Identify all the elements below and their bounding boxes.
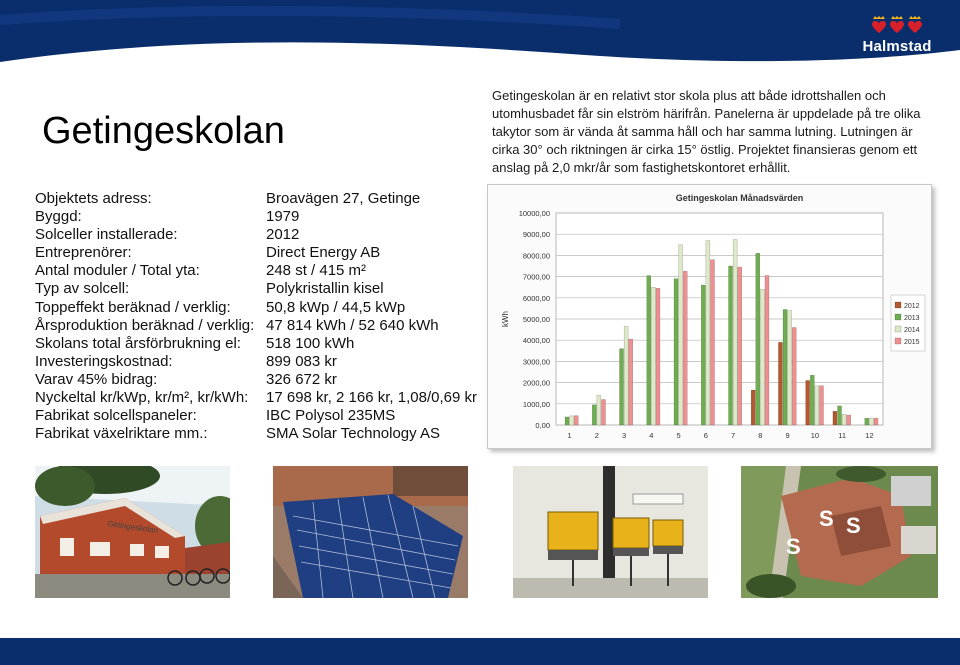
fact-row <box>35 389 477 407</box>
footer-band <box>0 638 960 665</box>
fact-row <box>35 335 477 353</box>
y-tick-label: 5000,00 <box>522 315 550 324</box>
inverters-photo <box>513 466 708 598</box>
legend-swatch-2013 <box>895 314 901 320</box>
map-marker-s-2: S <box>846 513 861 538</box>
fact-label: Byggd: <box>35 208 82 226</box>
legend-label-2012: 2012 <box>904 303 920 310</box>
bar-2013-12 <box>865 418 869 425</box>
bar-2013-1 <box>565 417 569 425</box>
project-description: Getingeskolan är en relativt stor skola plus att både idrottshallen och utomhusbadet får sin elström härifrån. Panelerna är uppdelade på tre olika takytor som är vända åt samma håll och har samma lutning. Lutningen är cirka 30° och riktningen är cirka 15° östlig. Projektet finansieras genom ett anslag på 2,0 mkr/år som fastighetskontoret erhållit. <box>492 88 921 175</box>
fact-row <box>35 425 477 443</box>
bar-2014-8 <box>760 289 764 425</box>
bar-2014-1 <box>570 416 574 425</box>
bar-2015-10 <box>819 386 823 425</box>
fact-label: Typ av solcell: <box>35 280 130 298</box>
fact-row <box>35 407 477 425</box>
fact-row <box>35 280 477 298</box>
x-tick-label: 8 <box>758 431 763 440</box>
y-tick-label: 0,00 <box>535 421 550 430</box>
x-tick-label: 1 <box>567 431 572 440</box>
map-marker-s-3: S <box>786 534 801 559</box>
x-tick-label: 3 <box>622 431 627 440</box>
facts-table <box>35 190 477 443</box>
fact-label: Objektets adress: <box>35 190 152 207</box>
y-tick-label: 3000,00 <box>522 357 550 367</box>
fact-value: 50,8 kWp / 44,5 kWp <box>266 298 406 316</box>
bar-2014-9 <box>788 311 792 425</box>
bar-2014-4 <box>651 287 655 425</box>
x-tick-label: 6 <box>703 431 708 440</box>
legend-label-2015: 2015 <box>904 339 920 346</box>
bar-2014-6 <box>706 241 710 425</box>
crowned-hearts-icon <box>856 16 938 36</box>
bar-2014-11 <box>842 414 846 425</box>
school-sign-text: Getingeskolan <box>106 519 159 536</box>
bar-2013-2 <box>592 405 596 425</box>
y-axis-label: kWh <box>501 311 510 327</box>
fact-row <box>35 244 477 262</box>
fact-row <box>35 226 477 244</box>
fact-row <box>35 353 477 371</box>
bar-2014-2 <box>597 395 601 425</box>
fact-label: Antal moduler / Total yta: <box>35 262 200 280</box>
fact-row <box>35 317 477 335</box>
fact-label: Toppeffekt beräknad / verklig: <box>35 298 231 316</box>
fact-label: Fabrikat växelriktare mm.: <box>35 425 208 443</box>
bar-2012-8 <box>751 390 755 425</box>
bar-2014-7 <box>733 240 737 426</box>
header-band <box>0 0 960 62</box>
fact-row <box>35 208 477 226</box>
halmstad-logo <box>856 16 938 55</box>
bar-2015-3 <box>629 339 633 425</box>
bar-2013-4 <box>647 276 651 425</box>
bar-2015-8 <box>765 276 769 425</box>
fact-value: IBC Polysol 235MS <box>266 407 396 425</box>
bar-2012-11 <box>833 411 837 425</box>
bar-2015-9 <box>792 327 796 425</box>
x-tick-label: 5 <box>676 431 681 440</box>
fact-value: 47 814 kWh / 52 640 kWh <box>266 316 439 334</box>
bar-2013-10 <box>810 375 814 425</box>
legend-label-2013: 2013 <box>904 315 920 322</box>
fact-label: Entreprenörer: <box>35 244 132 262</box>
x-tick-label: 4 <box>649 431 654 440</box>
header-swoosh <box>0 0 960 62</box>
x-tick-label: 10 <box>810 431 820 440</box>
x-tick-label: 2 <box>594 431 599 440</box>
bar-2013-7 <box>729 266 733 425</box>
bar-2013-6 <box>701 285 705 425</box>
fact-label: Skolans total årsförbrukning el: <box>35 334 241 352</box>
bar-2012-10 <box>806 380 810 425</box>
y-tick-label: 10000,00 <box>518 209 550 218</box>
fact-value: 899 083 kr <box>266 352 337 370</box>
bar-2013-5 <box>674 279 678 425</box>
y-tick-label: 2000,00 <box>522 378 550 388</box>
fact-label: Solceller installerade: <box>35 226 178 244</box>
bar-2012-9 <box>778 342 782 425</box>
bar-2015-6 <box>710 260 714 425</box>
x-tick-label: 7 <box>731 431 736 440</box>
y-tick-label: 7000,00 <box>522 272 550 282</box>
fact-label: Fabrikat solcellspaneler: <box>35 407 197 425</box>
school-building-photo <box>35 466 230 598</box>
fact-row <box>35 371 477 389</box>
fact-value: Direct Energy AB <box>266 244 381 262</box>
bar-2014-10 <box>815 386 819 425</box>
bar-2015-5 <box>683 271 687 425</box>
fact-row <box>35 262 477 280</box>
fact-value: SMA Solar Technology AS <box>266 425 440 443</box>
bar-2013-9 <box>783 309 787 425</box>
bar-2014-5 <box>679 245 683 425</box>
bar-2015-11 <box>847 415 851 425</box>
fact-value: Broavägen 27, Getinge <box>266 190 421 207</box>
monthly-values-chart <box>487 184 932 449</box>
fact-value: 248 st / 415 m² <box>266 262 367 280</box>
bar-2015-12 <box>874 418 878 425</box>
y-tick-label: 4000,00 <box>522 336 550 346</box>
bar-2013-8 <box>756 253 760 425</box>
bar-2015-4 <box>656 288 660 425</box>
chart-canvas <box>488 185 933 450</box>
bar-2013-3 <box>620 349 624 425</box>
bar-2015-1 <box>574 416 578 425</box>
bar-2013-11 <box>838 406 842 425</box>
y-tick-label: 8000,00 <box>522 251 550 261</box>
fact-label: Nyckeltal kr/kWp, kr/m², kr/kWh: <box>35 389 249 407</box>
fact-row <box>35 190 477 208</box>
x-tick-label: 12 <box>865 431 874 440</box>
aerial-map-photo <box>741 466 938 598</box>
bar-2015-2 <box>601 400 605 425</box>
fact-value: 326 672 kr <box>266 370 337 388</box>
legend-swatch-2014 <box>895 326 901 332</box>
fact-label: Varav 45% bidrag: <box>35 370 158 388</box>
fact-value: 1979 <box>266 208 300 226</box>
x-tick-label: 9 <box>785 431 790 440</box>
legend-swatch-2015 <box>895 338 901 344</box>
fact-label: Årsproduktion beräknad / verklig: <box>35 316 255 334</box>
rooftop-solar-panels-photo <box>273 466 468 598</box>
page-title: Getingeskolan <box>42 110 285 152</box>
bar-2014-3 <box>624 326 628 425</box>
legend-swatch-2012 <box>895 302 901 308</box>
y-tick-label: 9000,00 <box>522 230 550 240</box>
y-tick-label: 1000,00 <box>522 399 550 409</box>
fact-value: 518 100 kWh <box>266 334 355 352</box>
map-marker-s-1: S <box>819 506 834 531</box>
legend-label-2014: 2014 <box>904 327 920 334</box>
fact-value: 2012 <box>266 226 300 244</box>
bar-2014-12 <box>869 418 873 425</box>
x-tick-label: 11 <box>838 431 847 440</box>
y-tick-label: 6000,00 <box>522 293 550 303</box>
fact-label: Investeringskostnad: <box>35 352 173 370</box>
bar-2015-7 <box>738 267 742 425</box>
fact-value: 17 698 kr, 2 166 kr, 1,08/0,69 kr <box>266 389 477 407</box>
chart-title: Getingeskolan Månadsvärden <box>675 193 804 203</box>
logo-wordmark: Halmstad <box>862 38 932 55</box>
fact-row <box>35 299 477 317</box>
fact-value: Polykristallin kisel <box>266 280 384 298</box>
